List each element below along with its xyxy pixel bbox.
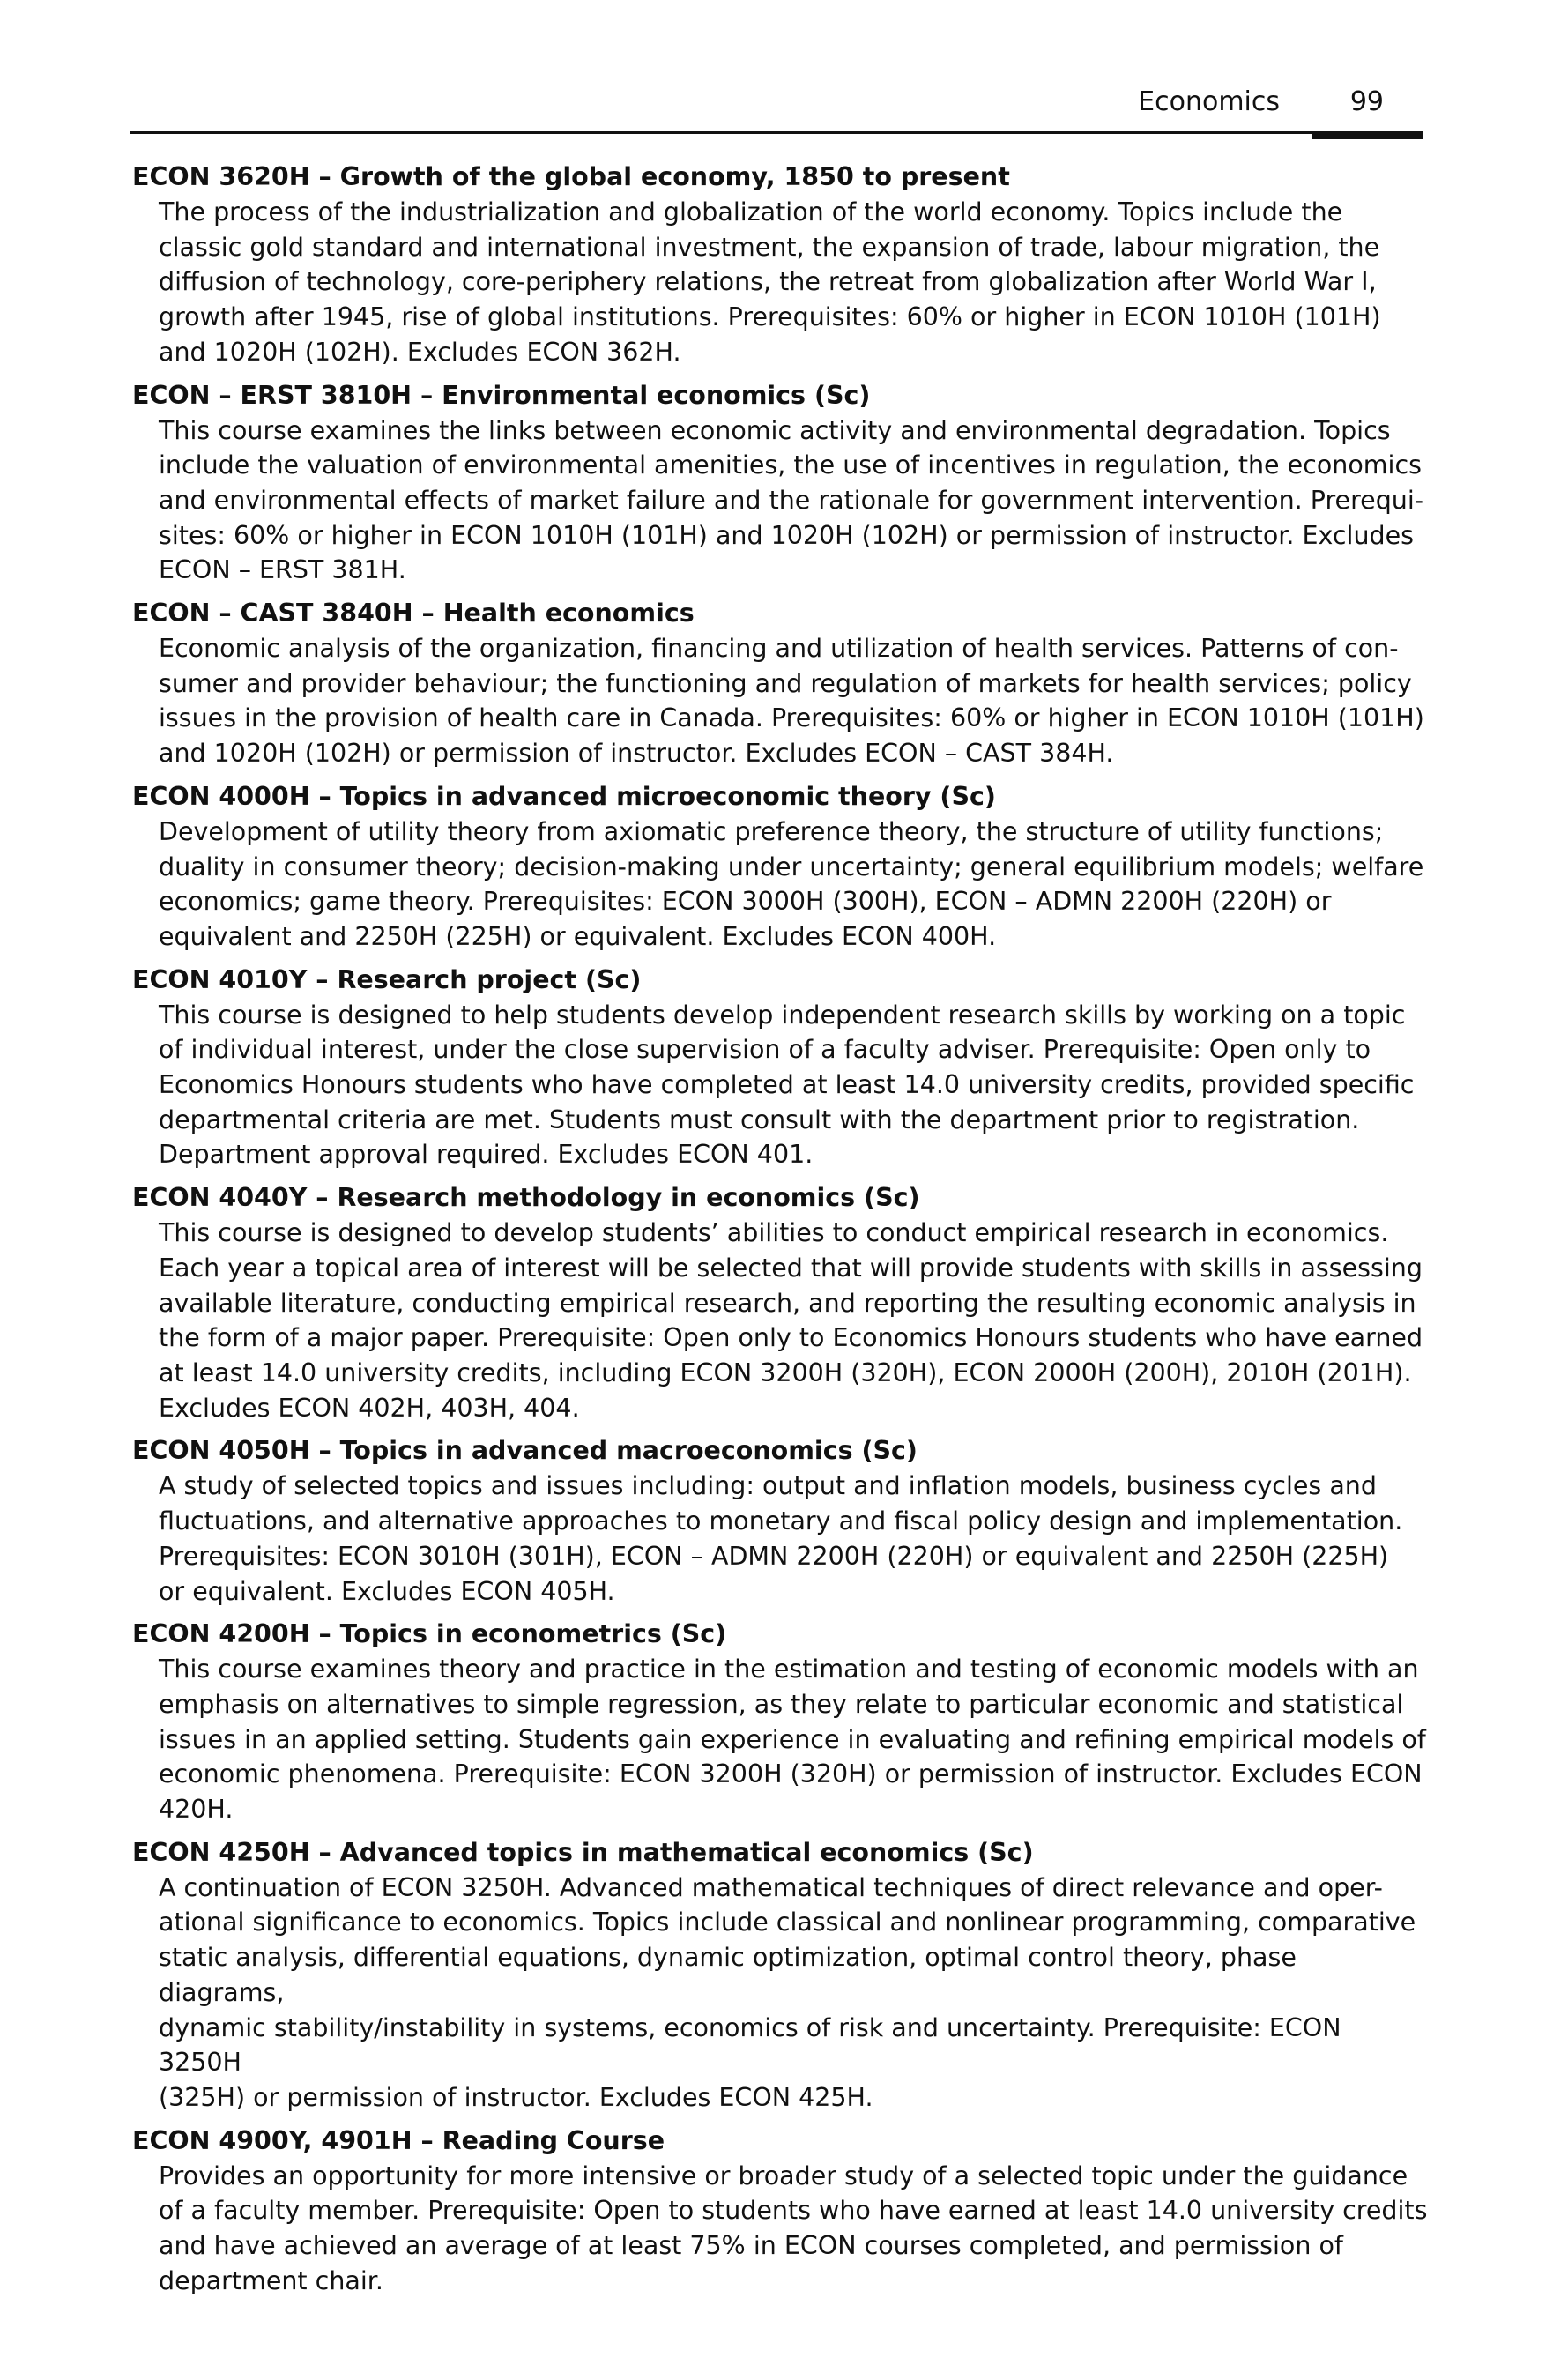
course-entry <box>132 596 1428 771</box>
header-tab-bar <box>1312 131 1423 139</box>
course-description: This course examines theory and practice in the estimation and testing of economic models with an emphasis on alternatives to simple regression, as they relate to particular economic and statistical issues in an applied setting. Students gain experience in evaluating and refining empirical models of economic phenomena. Prerequisite: ECON 3200H (320H) or permission of instructor. Excludes ECON 420H. <box>159 1655 1426 1825</box>
course-entry <box>132 963 1428 1173</box>
course-description: Economic analysis of the organization, financing and utilization of health services. Patterns of con- sumer and provider behaviour; the functioning and regulation of markets for health services; policy issues in the provision of health care in Canada. Prerequisites: 60% or higher in ECON 1010H (101H) and 1020H (102H) or permission of instructor. Excludes ECON – CAST 384H. <box>159 634 1424 769</box>
page-number: 99 <box>1349 86 1384 117</box>
course-entry <box>132 378 1428 589</box>
course-title: ECON – CAST 3840H – Health economics <box>132 599 695 628</box>
course-entry <box>132 1835 1428 2116</box>
course-entry <box>132 1180 1428 1425</box>
course-title: ECON 4010Y – Research project (Sc) <box>132 964 642 994</box>
course-entry <box>132 1617 1428 1827</box>
course-title: ECON 3620H – Growth of the global economy, 1850 to present <box>132 162 1010 191</box>
course-description: The process of the industrialization and globalization of the world economy. Topics include the classic gold standard and international investment, the expansion of trade, labour migration, the diffusion of technology, core-periphery relations, the retreat from globalization after World War I, growth after 1945, rise of global institutions. Prerequisites: 60% or higher in ECON 1010H (101H) and 1020H (102H). Excludes ECON 362H. <box>159 197 1381 367</box>
course-title: ECON 4040Y – Research methodology in economics (Sc) <box>132 1183 920 1213</box>
course-title: ECON 4050H – Topics in advanced macroeconomics (Sc) <box>132 1436 918 1466</box>
running-header <box>130 79 1423 134</box>
course-title: ECON 4000H – Topics in advanced microeconomic theory (Sc) <box>132 781 996 811</box>
course-list <box>132 160 1428 2306</box>
course-description: Provides an opportunity for more intensive or broader study of a selected topic under the guidance of a faculty member. Prerequisite: Open to students who have earned at least 14.0 university credits and have achieved an average of at least 75% in ECON courses completed, and permission of department chair. <box>159 2161 1428 2295</box>
course-description: This course examines the links between economic activity and environmental degradation. Topics include the valuation of environmental amenities, the use of incentives in regulation, the economics and environmental effects of market failure and the rationale for government intervention. Prerequi- sites: 60% or higher in ECON 1010H (101H) and 1020H (102H) or permission of instructor. Excludes ECON – ERST 381H. <box>159 415 1424 585</box>
course-title: ECON – ERST 3810H – Environmental economics (Sc) <box>132 380 871 410</box>
course-entry <box>132 779 1428 955</box>
course-description: This course is designed to develop students’ abilities to conduct empirical research in economics. Each year a topical area of interest will be selected that will provide students with skills in assessing available literature, conducting empirical research, and reporting the resulting economic analysis in the form of a major paper. Prerequisite: Open only to Economics Honours students who have earned at least 14.0 university credits, including ECON 3200H (320H), ECON 2000H (200H), 2010H (201H). Excludes ECON 402H, 403H, 404. <box>159 1218 1423 1423</box>
course-description: A study of selected topics and issues including: output and inflation models, business cycles and fluctuations, and alternative approaches to monetary and fiscal policy design and implementation. Prerequisites: ECON 3010H (301H), ECON – ADMN 2200H (220H) or equivalent and 2250H (225H) or equivalent. Excludes ECON 405H. <box>159 1471 1403 1606</box>
course-description: A continuation of ECON 3250H. Advanced mathematical techniques of direct relevance and oper- ational significance to economics. Topics include classical and nonlinear programming, comparative static analysis, differential equations, dynamic optimization, optimal control theory, phase diagrams, dynamic stability/instability in systems, economics of risk and uncertainty. Prerequisite: ECON 3250H (325H) or permission of instructor. Excludes ECON 425H. <box>159 1872 1416 2112</box>
course-entry <box>132 160 1428 370</box>
header-rule <box>130 131 1423 134</box>
course-entry <box>132 2123 1428 2299</box>
course-entry <box>132 1433 1428 1609</box>
section-title: Economics <box>1138 86 1280 117</box>
course-description: This course is designed to help students develop independent research skills by working on a topic of individual interest, under the close supervision of a faculty adviser. Prerequisite: Open only to Economics Honours students who have completed at least 14.0 university credits, provided specific departmental criteria are met. Students must consult with the department prior to registration. Department approval required. Excludes ECON 401. <box>159 1000 1415 1170</box>
course-title: ECON 4900Y, 4901H – Reading Course <box>132 2125 665 2155</box>
course-title: ECON 4200H – Topics in econometrics (Sc) <box>132 1619 727 1649</box>
course-title: ECON 4250H – Advanced topics in mathematical economics (Sc) <box>132 1837 1034 1867</box>
course-description: Development of utility theory from axiomatic preference theory, the structure of utility functions; duality in consumer theory; decision-making under uncertainty; general equilibrium models; welfare economics; game theory. Prerequisites: ECON 3000H (300H), ECON – ADMN 2200H (220H) or equivalent and 2250H (225H) or equivalent. Excludes ECON 400H. <box>159 816 1424 951</box>
